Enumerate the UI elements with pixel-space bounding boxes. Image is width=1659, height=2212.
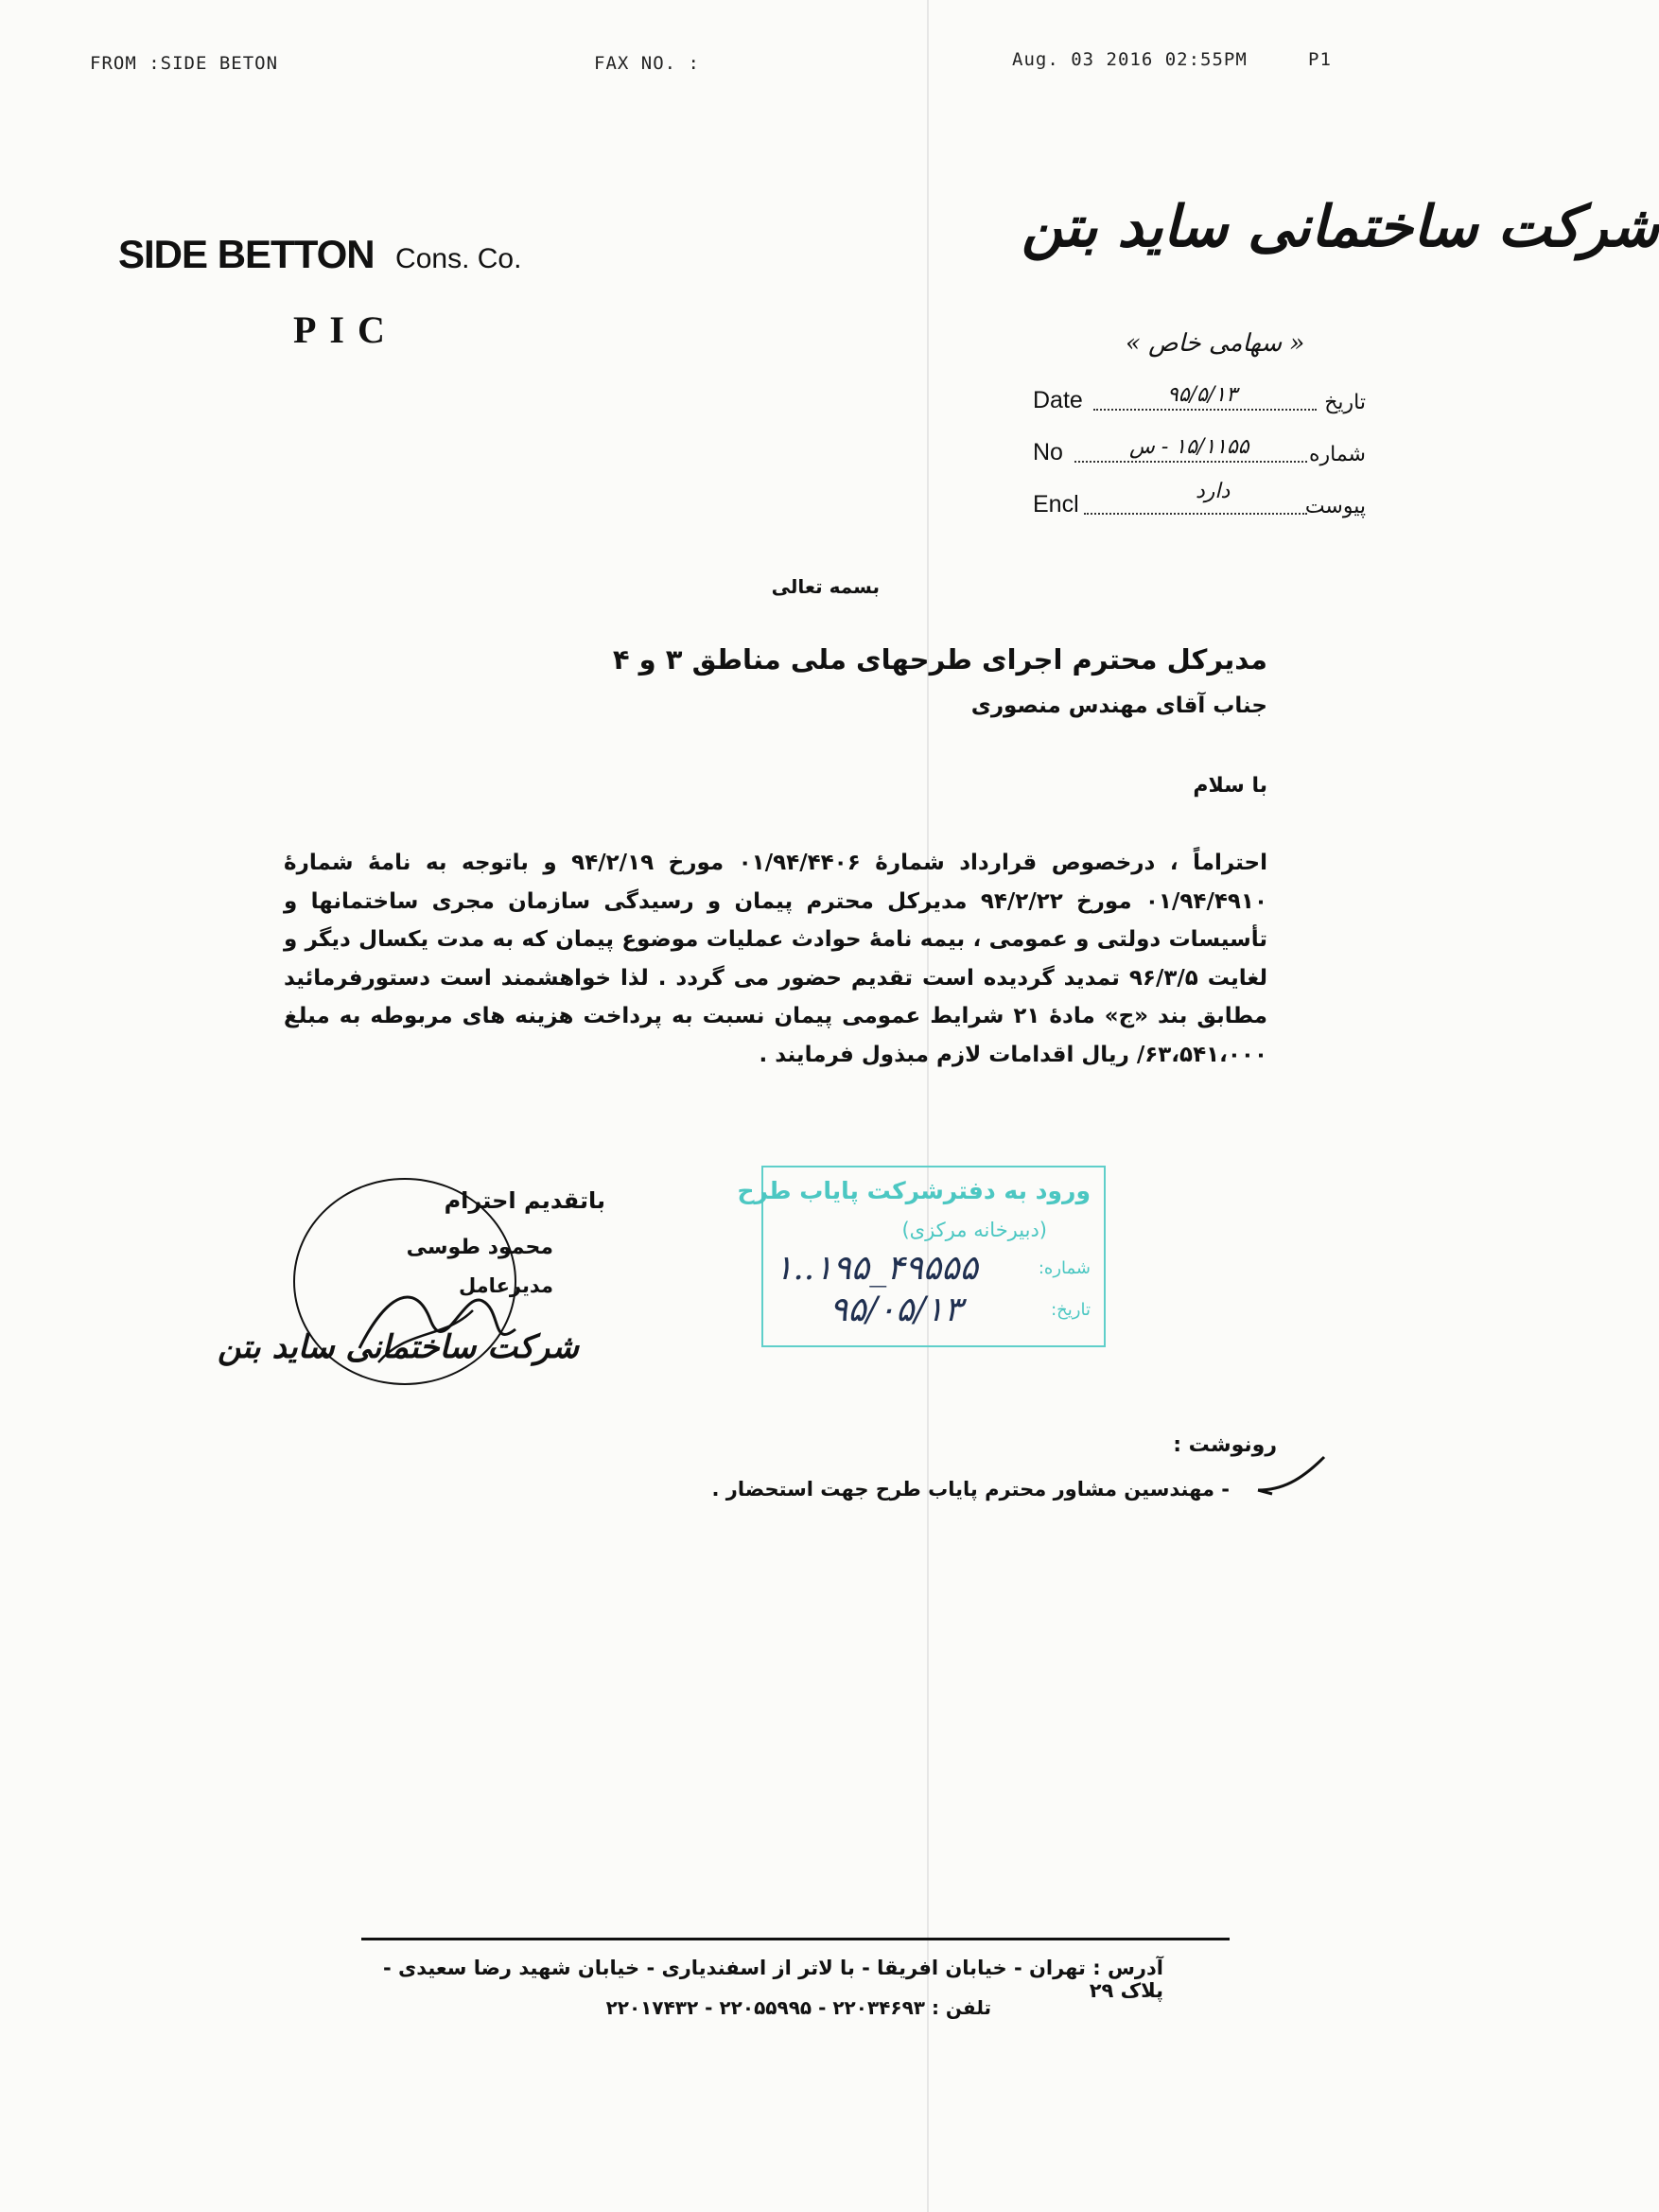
company-logo-fa: شرکت ساختمانی ساید بتن (1022, 194, 1659, 260)
seal-company-text: شرکت ساختمانی ساید بتن (218, 1328, 580, 1366)
fax-timestamp: Aug. 03 2016 02:55PM (1012, 49, 1248, 70)
page-fold-line (927, 0, 929, 2212)
receipt-stamp (737, 1166, 1106, 1347)
greeting: با سلام (1193, 774, 1267, 798)
encl-value: دارد (1196, 480, 1231, 503)
cc-label: رونوشت : (1173, 1433, 1277, 1457)
number-row (1033, 430, 1366, 468)
date-row (1033, 378, 1366, 416)
cc-item: - مهندسین مشاور محترم پایاب طرح جهت استحضار . (711, 1478, 1230, 1501)
company-name-en-main: SIDE BETTON (118, 232, 375, 276)
encl-label-fa: پیوست (1304, 495, 1366, 518)
stamp-number-value: ۱..۱۹۵_۴۹۵۵۵ (775, 1249, 978, 1288)
company-type-fa: « سهامی خاص » (1126, 329, 1305, 358)
number-dots (1074, 461, 1307, 463)
date-dots (1093, 409, 1317, 411)
number-label-en: No (1033, 439, 1063, 465)
number-value: ۱۵/۱۱۵۵ - س (1129, 435, 1249, 459)
handwritten-signature-icon (341, 1273, 530, 1377)
company-sub-en: PIC (293, 308, 398, 351)
date-label-en: Date (1033, 387, 1083, 413)
encl-label-en: Encl (1033, 491, 1079, 518)
encl-dots (1084, 513, 1307, 515)
footer-address: آدرس : تهران - خیابان افریقا - با لاتر از اسفندیاری - خیابان شهید رضا سعیدی - پلاک ۲۹ (382, 1957, 1163, 2002)
fax-page: P1 (1308, 49, 1332, 70)
fax-number-label: FAX NO. : (594, 53, 700, 74)
encl-row (1033, 480, 1366, 520)
letter-body: احتراماً ، درخصوص قرارداد شمارهٔ ۰۱/۹۴/۴۴۰۶ مورخ ۹۴/۲/۱۹ و باتوجه به نامهٔ شمارهٔ ۰۱/۹۴/۴۹۱۰ مورخ ۹۴/۲/۲۲ مدیرکل محترم پیمان و رسیدگی سازمان مجری ساختمانها و تأسیسات دولتی و عمومی ، بیمه نامهٔ حوادث عملیات موضوع پیمان که به مدت یکسال دیگر و لغایت ۹۶/۳/۵ تمدید گردیده است تقدیم حضور می گردد . لذا خواهشمند است دستورفرمائید مطابق بند «ج» مادهٔ ۲۱ شرایط عمومی پیمان نسبت به پرداخت هزینه های مربوطه به مبلغ ۶۳،۵۴۱،۰۰۰/ ریال اقدامات لازم مبذول فرمایند . (284, 851, 1267, 1067)
company-name-en (118, 232, 521, 277)
stamp-subtitle: (دبیرخانه مرکزی) (901, 1219, 1047, 1241)
stamp-date-label: تاریخ: (1051, 1300, 1091, 1320)
number-label-fa: شماره (1308, 443, 1366, 466)
fax-from: FROM :SIDE BETON (90, 53, 279, 74)
footer-phone: تلفن : ۲۲۰۳۴۶۹۳ - ۲۲۰۵۵۹۹۵ - ۲۲۰۱۷۴۳۲ (605, 1996, 991, 2019)
initials-mark-icon (1253, 1452, 1329, 1500)
stamp-number-label: شماره: (1038, 1258, 1091, 1278)
addressee-title: مدیرکل محترم اجرای طرحهای ملی مناطق ۳ و ۴ (612, 643, 1267, 676)
company-name-en-suffix: Cons. Co. (395, 243, 522, 274)
date-value: ۹۵/۵/۱۳ (1167, 383, 1237, 407)
stamp-title: ورود به دفترشرکت پایاب طرح (737, 1177, 1091, 1204)
basmala: بسمه تعالی (771, 575, 880, 598)
stamp-date-value: ۹۵/۰۵/۱۳ (830, 1290, 963, 1329)
date-label-fa: تاریخ (1324, 391, 1366, 414)
addressee-name: جناب آقای مهندس منصوری (970, 693, 1267, 718)
footer-rule (361, 1938, 1230, 1940)
